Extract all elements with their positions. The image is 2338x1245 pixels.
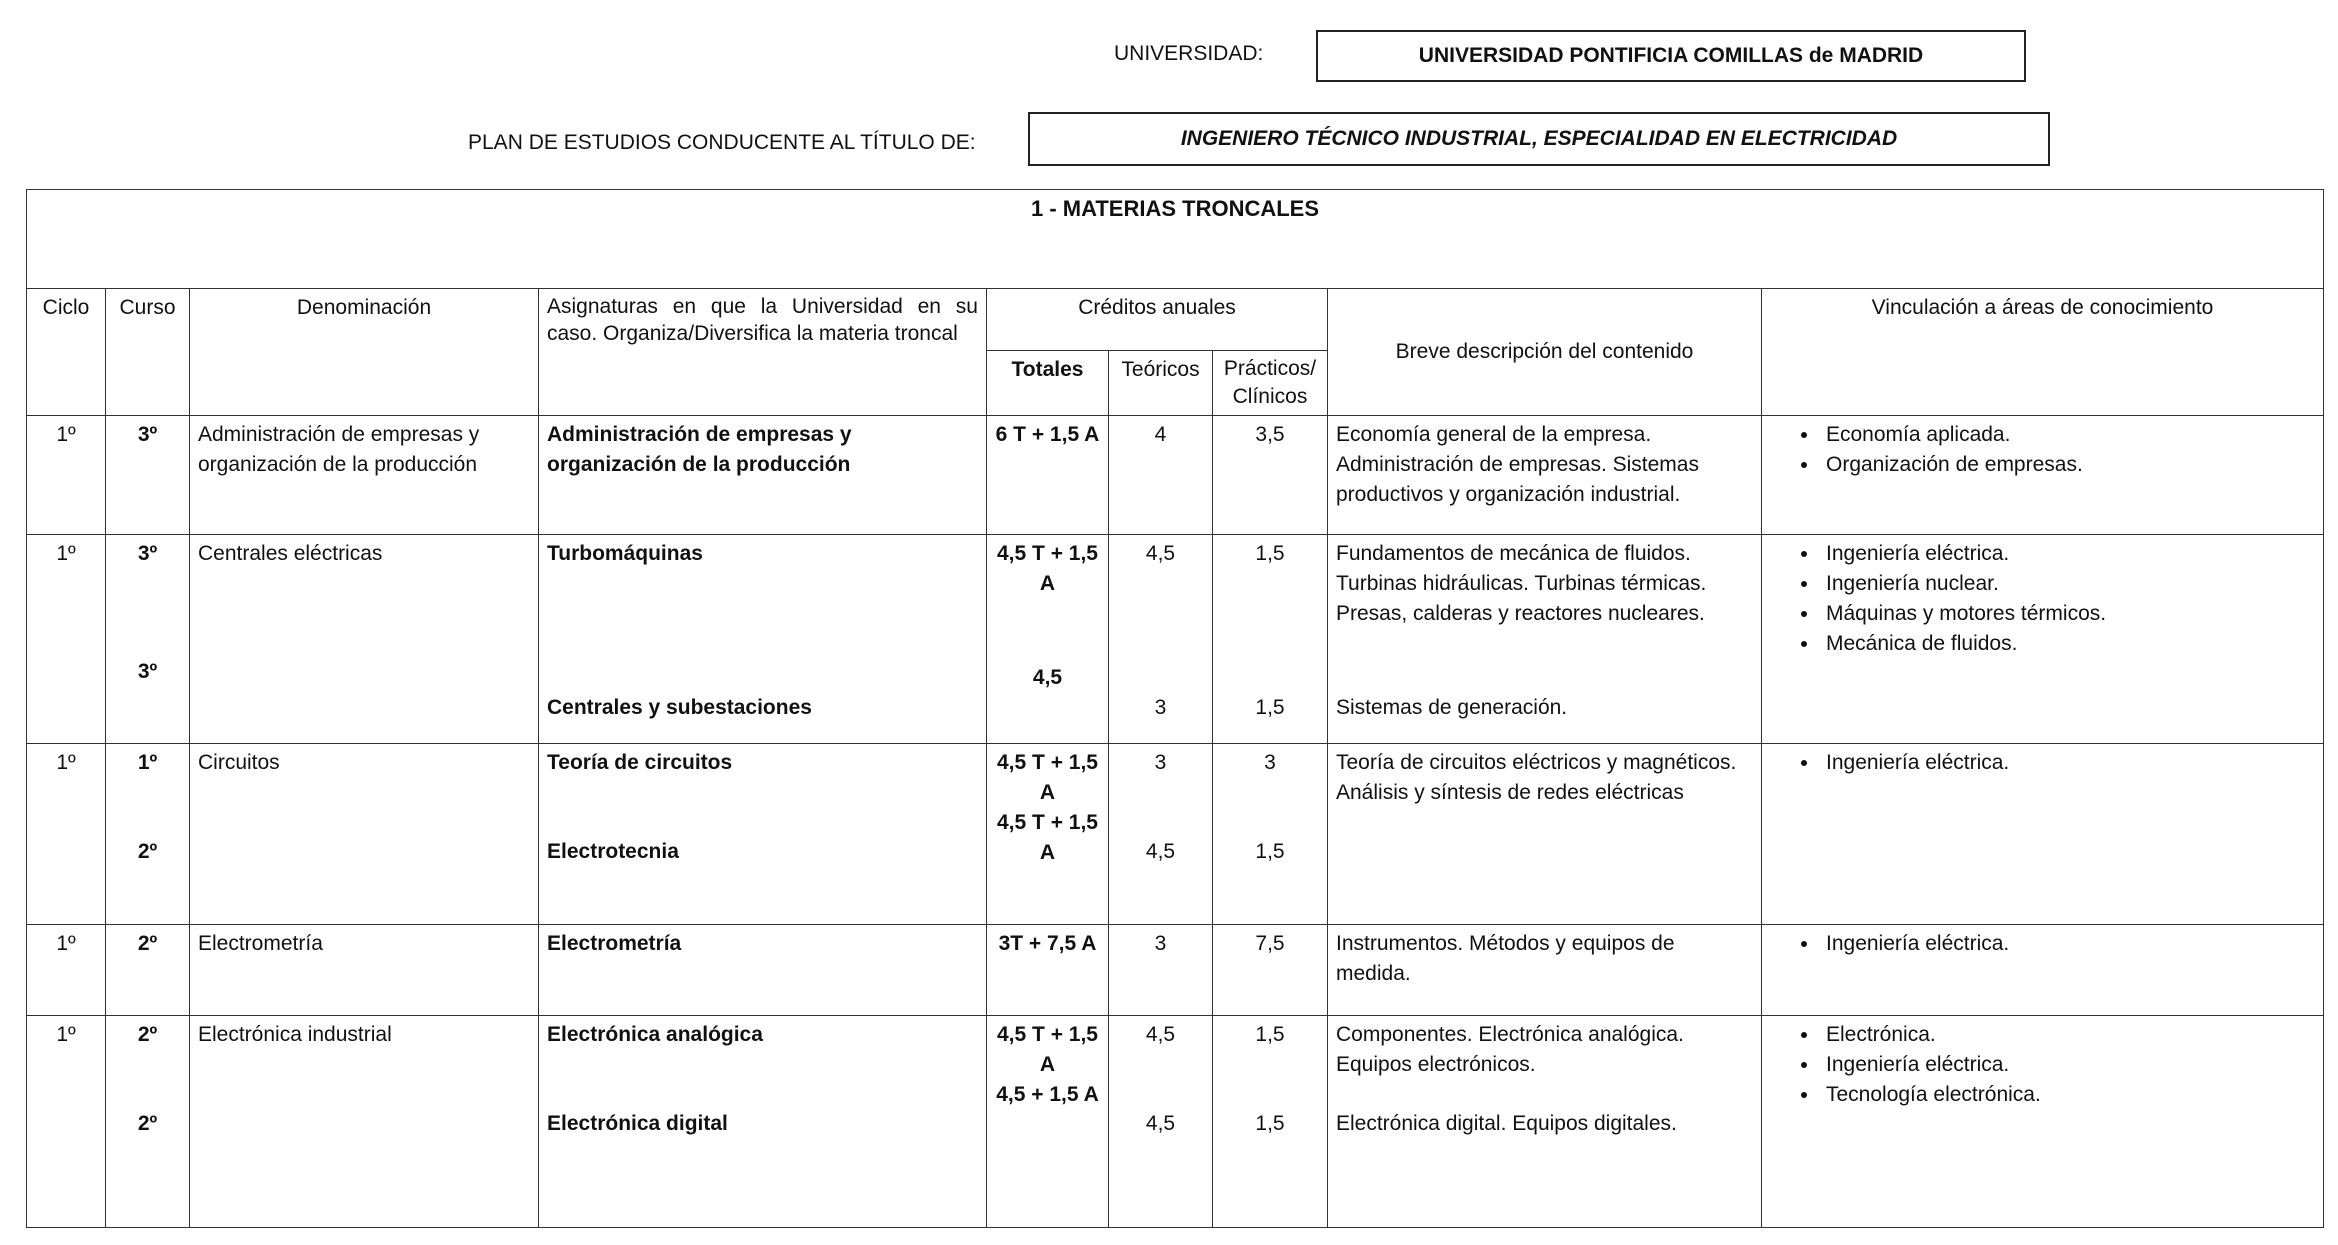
totales-value: 4,5 [1032, 666, 1063, 689]
totales-cell [987, 744, 1109, 925]
teoricos-value: 4,5 [1145, 1023, 1176, 1046]
curso-value: 2º [137, 1023, 158, 1046]
teoricos-value: 4,5 [1145, 1112, 1176, 1135]
table-row [27, 925, 2324, 1016]
denominacion-cell: Centrales eléctricas [190, 535, 539, 744]
practicos-value: 1,5 [1255, 840, 1285, 863]
teoricos-cell: 3 [1109, 925, 1213, 1016]
curso-value: 1º [137, 751, 158, 774]
area-item: • Tecnología electrónica. [1820, 1080, 2315, 1110]
asignatura-value: Electrónica digital [547, 1112, 728, 1135]
universidad-value: UNIVERSIDAD PONTIFICIA COMILLAS de MADRID [1316, 30, 2026, 82]
practicos-cell [1213, 535, 1328, 744]
col-header-curso: Curso [106, 289, 190, 416]
descripcion-value: Teoría de circuitos eléctricos y magnéticos. [1336, 751, 1737, 774]
practicos-value: 3 [1264, 751, 1276, 774]
ciclo-cell: 1º [27, 416, 106, 535]
plan-value: INGENIERO TÉCNICO INDUSTRIAL, ESPECIALIDAD EN ELECTRICIDAD [1028, 112, 2050, 166]
area-item: • Ingeniería eléctrica. [1820, 929, 2315, 959]
areas-cell [1762, 535, 2324, 744]
teoricos-value: 3 [1154, 751, 1167, 774]
practicos-cell [1213, 1016, 1328, 1228]
ciclo-cell: 1º [27, 1016, 106, 1228]
practicos-value: 1,5 [1255, 696, 1285, 719]
curso-cell: 3º [106, 416, 190, 535]
practicos-value: 1,5 [1255, 1112, 1285, 1135]
ciclo-cell: 1º [27, 535, 106, 744]
col-header-practicos: Prácticos/ Clínicos [1213, 351, 1328, 416]
col-header-totales: Totales [987, 351, 1109, 416]
denominacion-cell: Electrometría [190, 925, 539, 1016]
practicos-value: 1,5 [1255, 542, 1285, 565]
materias-troncales-table [26, 189, 2324, 1228]
descripcion-cell [1328, 535, 1762, 744]
col-header-descripcion: Breve descripción del contenido [1328, 289, 1762, 416]
col-header-ciclo: Ciclo [27, 289, 106, 416]
totales-value: 4,5 T + 1,5 A [997, 751, 1098, 804]
totales-value: 4,5 T + 1,5 A [997, 811, 1098, 864]
col-header-denominacion: Denominación [190, 289, 539, 416]
universidad-label: UNIVERSIDAD: [1114, 42, 1264, 65]
descripcion-cell: Instrumentos. Métodos y equipos de medida. [1328, 925, 1762, 1016]
col-header-teoricos: Teóricos [1109, 351, 1213, 416]
col-header-asignaturas: Asignaturas en que la Universidad en su caso. Organiza/Diversifica la materia troncal [539, 289, 987, 416]
totales-value: 4,5 T + 1,5 A [997, 1023, 1098, 1076]
practicos-cell: 3,5 [1213, 416, 1328, 535]
col-header-vinculacion: Vinculación a áreas de conocimiento [1762, 289, 2324, 416]
table-row [27, 1016, 2324, 1228]
curso-cell [106, 535, 190, 744]
teoricos-cell: 4 [1109, 416, 1213, 535]
totales-cell [987, 535, 1109, 744]
curso-cell [106, 744, 190, 925]
teoricos-cell [1109, 535, 1213, 744]
descripcion-value: Componentes. Electrónica analógica. Equipos electrónicos. [1336, 1023, 1684, 1076]
totales-value: 4,5 + 1,5 A [996, 1083, 1099, 1106]
col-header-creditos: Créditos anuales [987, 289, 1328, 351]
area-item: • Ingeniería nuclear. [1820, 569, 2315, 599]
asignatura-cell: Administración de empresas y organización de la producción [539, 416, 987, 535]
curso-value: 3º [137, 542, 158, 565]
areas-cell [1762, 744, 2324, 925]
totales-cell [987, 1016, 1109, 1228]
denominacion-cell: Circuitos [190, 744, 539, 925]
areas-cell [1762, 925, 2324, 1016]
denominacion-cell: Electrónica industrial [190, 1016, 539, 1228]
descripcion-value: Fundamentos de mecánica de fluidos. Turbinas hidráulicas. Turbinas térmicas. Presas, calderas y reactores nucleares. [1336, 542, 1707, 625]
ciclo-cell: 1º [27, 744, 106, 925]
area-item: • Economía aplicada. [1820, 420, 2315, 450]
area-item: • Ingeniería eléctrica. [1820, 539, 2315, 569]
teoricos-value: 4,5 [1145, 840, 1176, 863]
asignatura-value: Turbomáquinas [547, 542, 703, 565]
section-title: 1 - MATERIAS TRONCALES [27, 190, 2324, 289]
area-item: • Mecánica de fluidos. [1820, 629, 2315, 659]
descripcion-value: Análisis y síntesis de redes eléctricas [1336, 781, 1684, 804]
descripcion-value: Electrónica digital. Equipos digitales. [1336, 1112, 1677, 1135]
asignatura-cell [539, 1016, 987, 1228]
areas-cell [1762, 416, 2324, 535]
asignatura-value: Teoría de circuitos [547, 751, 733, 774]
descripcion-cell: Economía general de la empresa. Administración de empresas. Sistemas productivos y organización industrial. [1328, 416, 1762, 535]
denominacion-cell: Administración de empresas y organización de la producción [190, 416, 539, 535]
descripcion-cell [1328, 1016, 1762, 1228]
descripcion-value: Sistemas de generación. [1336, 696, 1568, 719]
totales-value: 4,5 T + 1,5 A [997, 542, 1098, 595]
table-row [27, 744, 2324, 925]
asignatura-value: Electrónica analógica [547, 1023, 763, 1046]
ciclo-cell: 1º [27, 925, 106, 1016]
practicos-value: 1,5 [1255, 1023, 1285, 1046]
asignatura-value: Centrales y subestaciones [547, 696, 812, 719]
totales-cell: 6 T + 1,5 A [987, 416, 1109, 535]
curso-cell: 2º [106, 925, 190, 1016]
curso-value: 2º [137, 1112, 158, 1135]
area-item: • Máquinas y motores térmicos. [1820, 599, 2315, 629]
curso-value: 3º [137, 660, 158, 683]
table-row [27, 416, 2324, 535]
descripcion-cell [1328, 744, 1762, 925]
asignatura-cell: Electrometría [539, 925, 987, 1016]
asignatura-value: Electrotecnia [547, 840, 679, 863]
totales-cell: 3T + 7,5 A [987, 925, 1109, 1016]
plan-label: PLAN DE ESTUDIOS CONDUCENTE AL TÍTULO DE: [468, 131, 976, 154]
asignatura-cell [539, 535, 987, 744]
teoricos-value: 3 [1154, 696, 1167, 719]
areas-cell [1762, 1016, 2324, 1228]
teoricos-cell [1109, 1016, 1213, 1228]
curso-value: 2º [137, 840, 158, 863]
asignatura-cell [539, 744, 987, 925]
curso-cell [106, 1016, 190, 1228]
area-item: • Organización de empresas. [1820, 450, 2315, 480]
table-row [27, 535, 2324, 744]
practicos-cell: 7,5 [1213, 925, 1328, 1016]
practicos-cell [1213, 744, 1328, 925]
area-item: • Electrónica. [1820, 1020, 2315, 1050]
teoricos-cell [1109, 744, 1213, 925]
area-item: • Ingeniería eléctrica. [1820, 748, 2315, 778]
teoricos-value: 4,5 [1145, 542, 1176, 565]
area-item: • Ingeniería eléctrica. [1820, 1050, 2315, 1080]
